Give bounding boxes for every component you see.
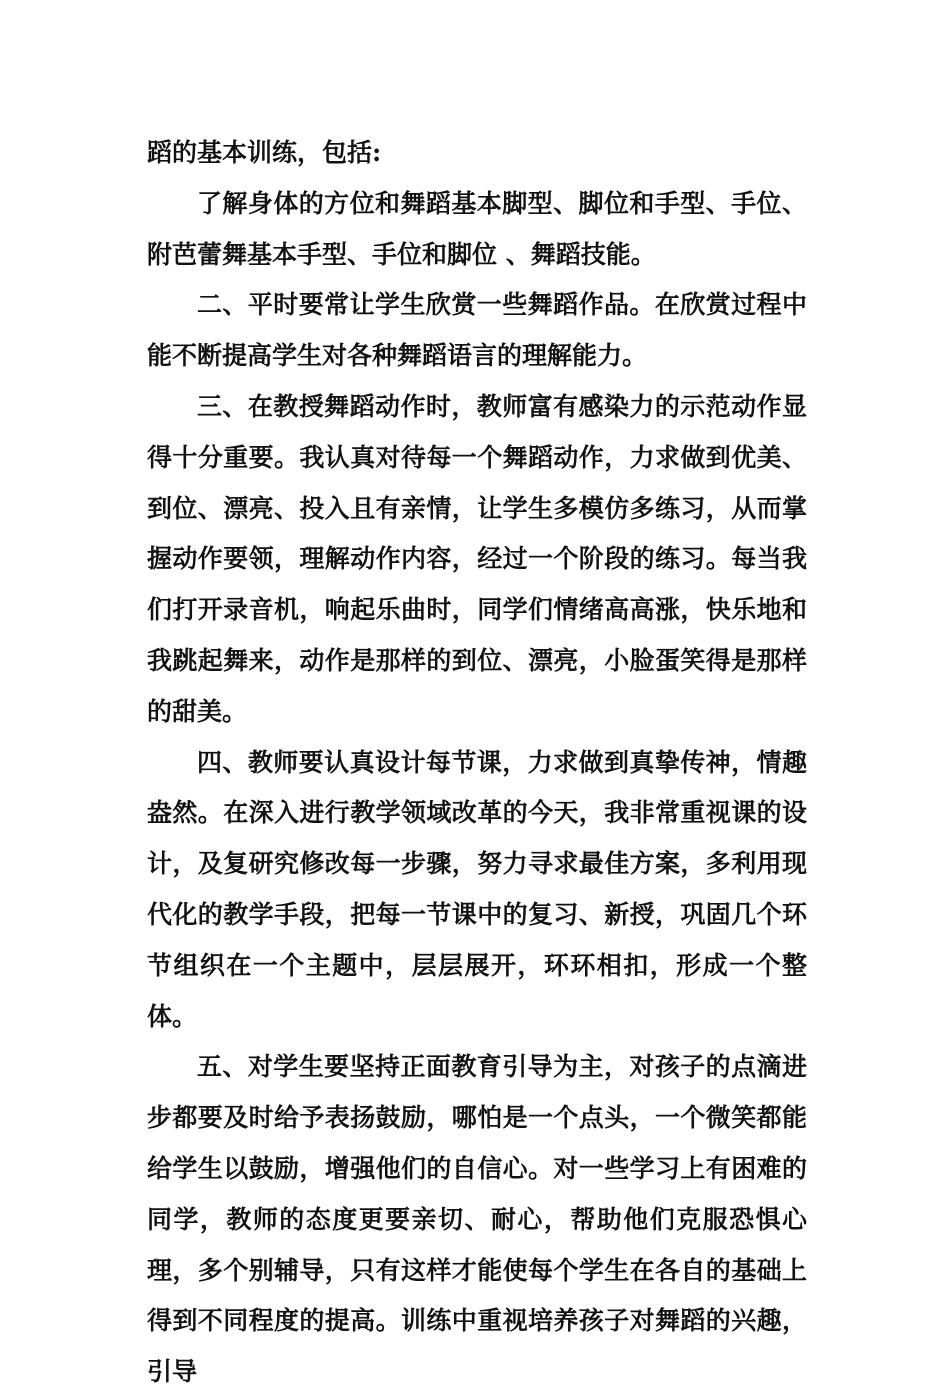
paragraph-point-four: 四、教师要认真设计每节课，力求做到真挚传神，情趣盎然。在深入进行教学领域改革的今天，我非常重视课的设计，及复研究修改每一步骤，努力寻求最佳方案，多利用现代化的教学手段，把每一节课中的复习、新授，巩固几个环节组织在一个主题中，层层展开，环环相扣，形成一个整体。 xyxy=(147,747,807,1031)
document-body xyxy=(147,128,807,1398)
paragraph-continuation: 蹈的基本训练，包括: xyxy=(147,138,382,167)
paragraph-point-two: 二、平时要常让学生欣赏一些舞蹈作品。在欣赏过程中能不断提高学生对各种舞蹈语言的理解能力。 xyxy=(147,290,807,371)
paragraph-body-positions: 了解身体的方位和舞蹈基本脚型、脚位和手型、手位、附芭蕾舞基本手型、手位和脚位 、舞蹈技能。 xyxy=(147,188,807,269)
paragraph-point-three: 三、在教授舞蹈动作时，教师富有感染力的示范动作显得十分重要。我认真对待每一个舞蹈动作，力求做到优美、到位、漂亮、投入且有亲情，让学生多模仿多练习，从而掌握动作要领，理解动作内容，经过一个阶段的练习。每当我们打开录音机，响起乐曲时，同学们情绪高高涨，快乐地和我跳起舞来，动作是那样的到位、漂亮，小脸蛋笑得是那样的甜美。 xyxy=(147,391,807,726)
paragraph-point-five: 五、对学生要坚持正面教育引导为主，对孩子的点滴进步都要及时给予表扬鼓励，哪怕是一个点头，一个微笑都能给学生以鼓励，增强他们的自信心。对一些学习上有困难的同学，教师的态度更要亲切、耐心，帮助他们克服恐惧心理，多个别辅导，只有这样才能使每个学生在各自的基础上得到不同程度的提高。训练中重视培养孩子对舞蹈的兴趣，引导 xyxy=(147,1052,807,1387)
